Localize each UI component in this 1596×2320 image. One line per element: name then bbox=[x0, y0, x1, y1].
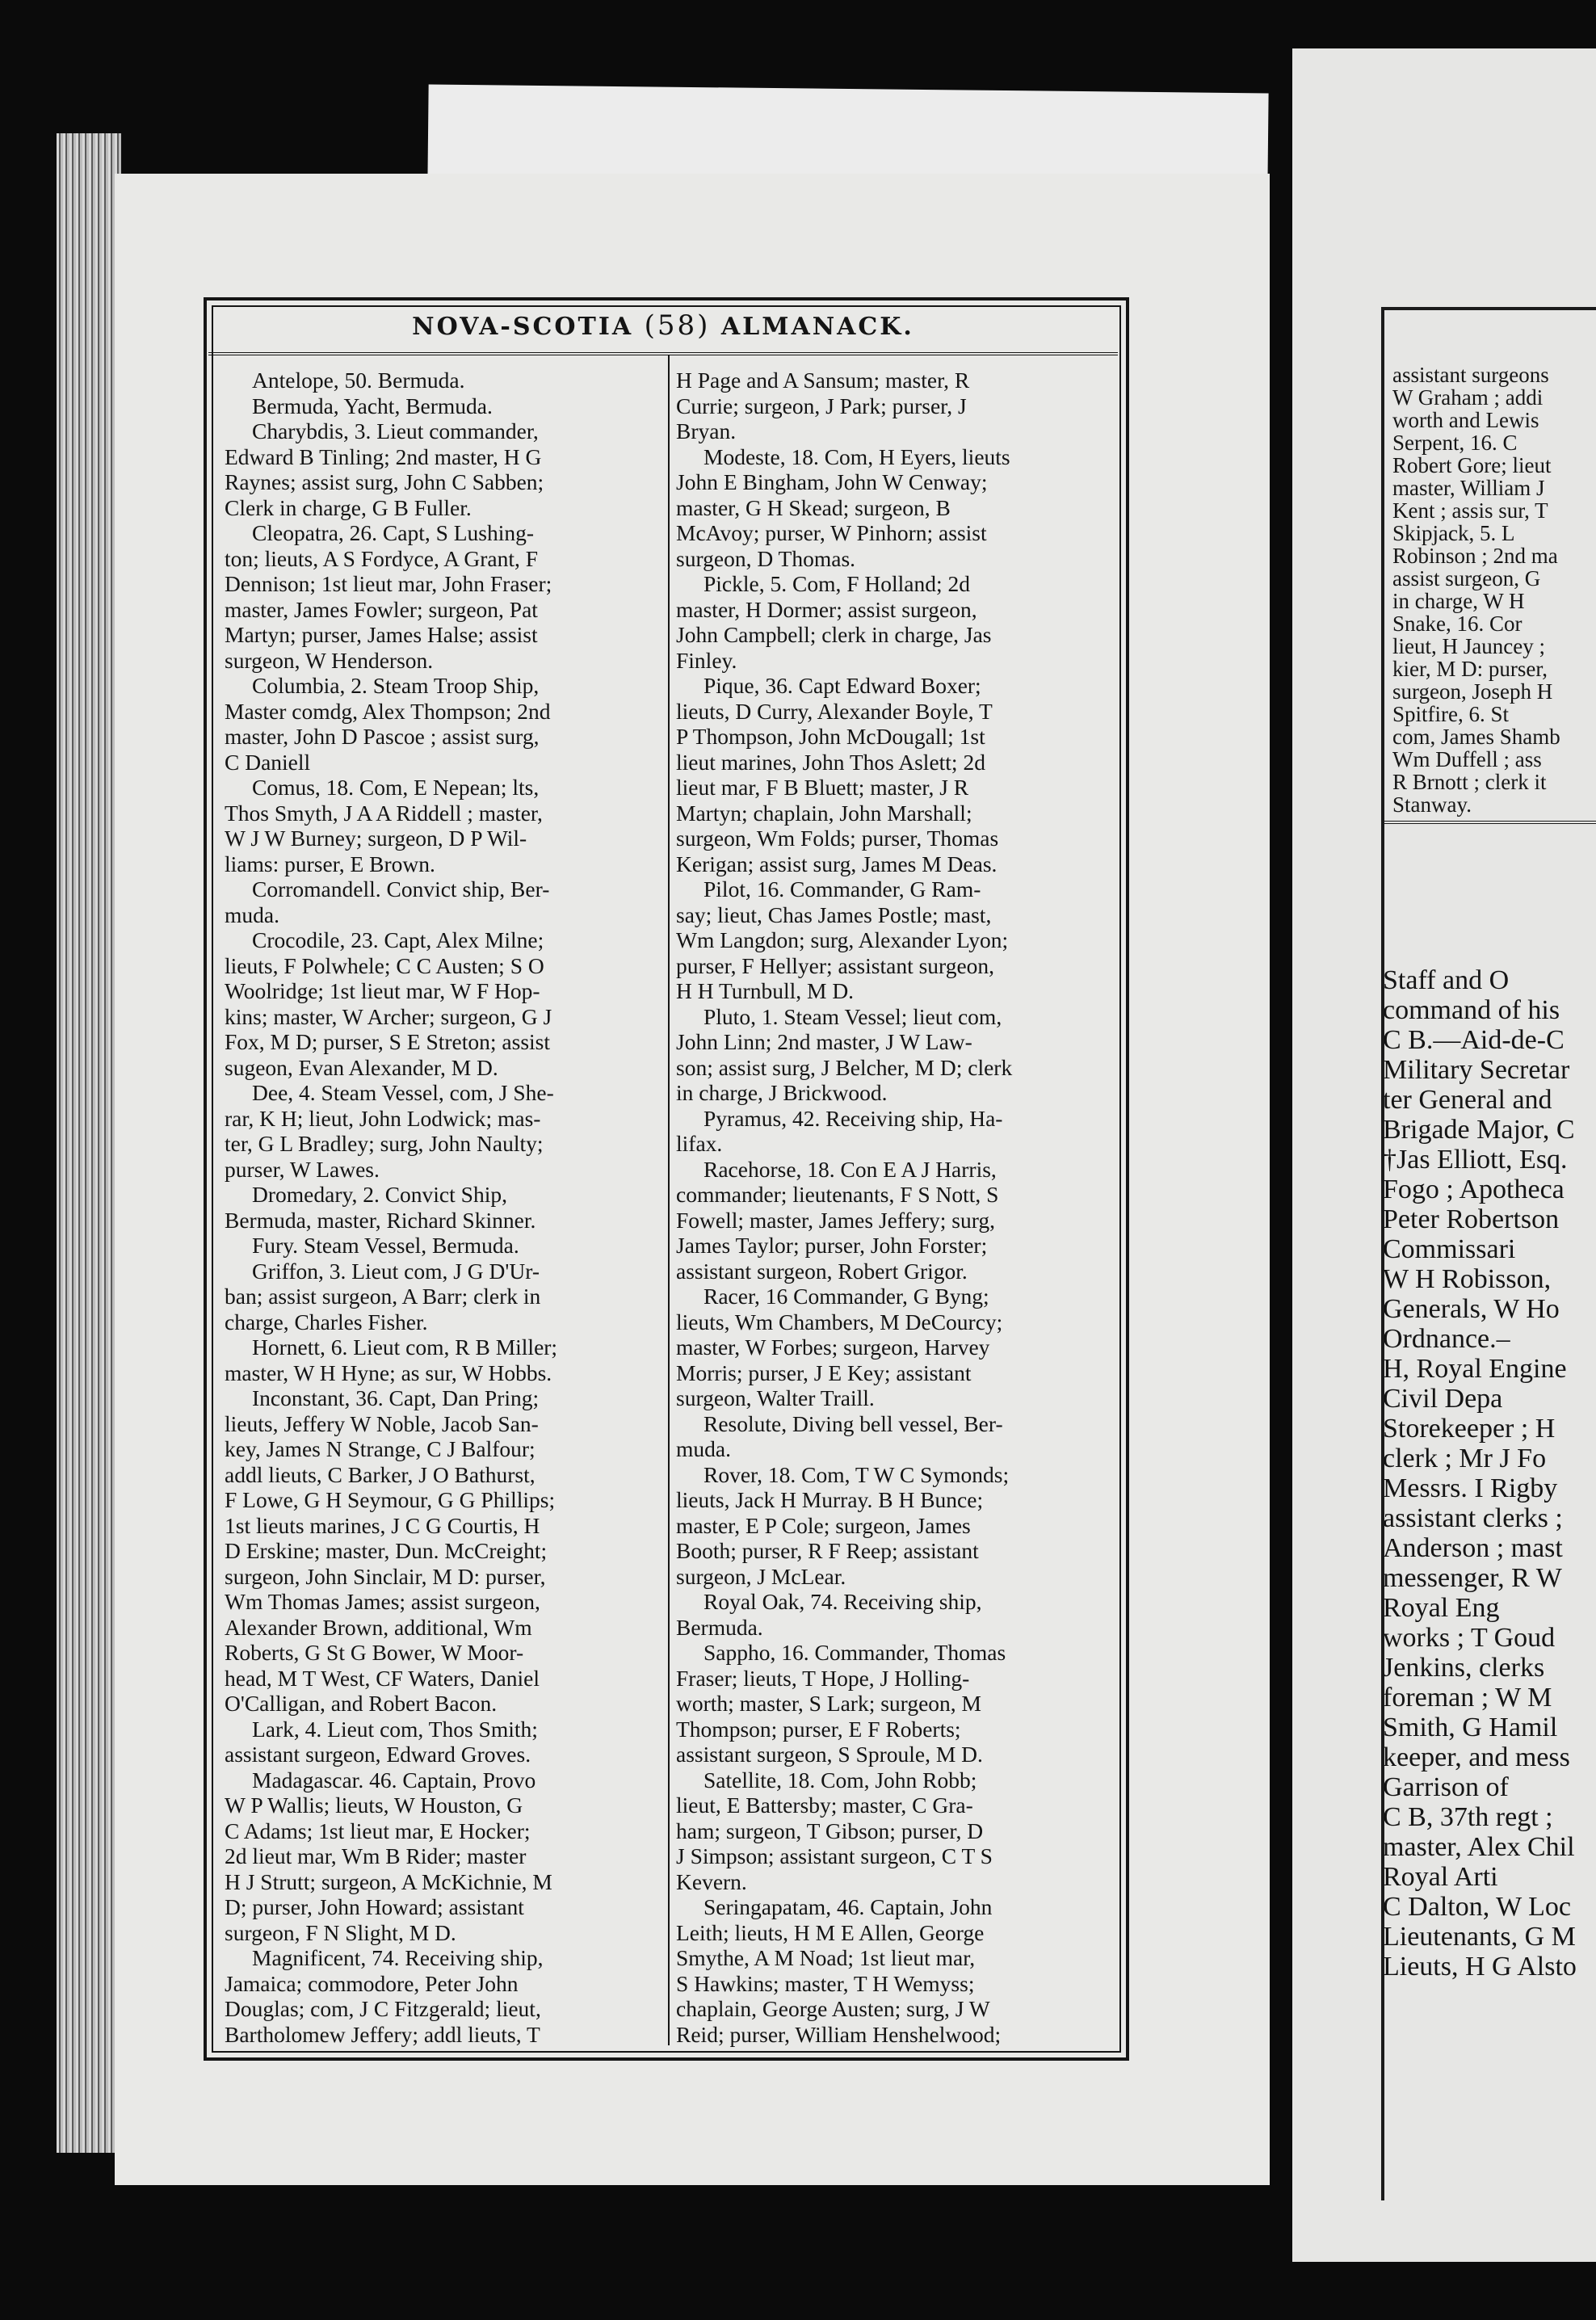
text-line: master, W H Hyne; as sur, W Hobbs. bbox=[225, 1360, 552, 1385]
left-text-column bbox=[225, 368, 661, 2047]
text-line: Dennison; 1st lieut mar, John Fraser; bbox=[225, 571, 552, 596]
text-line: Thompson; purser, E F Roberts; bbox=[676, 1716, 961, 1742]
text-line: sugeon, Evan Alexander, M D. bbox=[225, 1054, 498, 1080]
text-line: Charybdis, 3. Lieut commander, bbox=[252, 418, 539, 443]
text-line: son; assist surg, J Belcher, M D; clerk bbox=[676, 1054, 1013, 1080]
text-line: Dee, 4. Steam Vessel, com, J She- bbox=[252, 1080, 554, 1105]
text-line: John Campbell; clerk in charge, Jas bbox=[676, 622, 992, 647]
text-line: chaplain, George Austen; surg, J W bbox=[676, 1996, 990, 2021]
facing-page-line: com, James Shamb bbox=[1392, 725, 1560, 749]
text-line: Resolute, Diving bell vessel, Ber- bbox=[704, 1410, 1003, 1436]
facing-page-line: †Jas Elliott, Esq. bbox=[1383, 1145, 1568, 1175]
text-line: Seringapatam, 46. Captain, John bbox=[704, 1894, 993, 1919]
facing-page-line: H, Royal Engine bbox=[1383, 1354, 1567, 1384]
text-line: lieut mar, F B Bluett; master, J R bbox=[676, 775, 969, 800]
facing-page-line: Royal Arti bbox=[1383, 1862, 1498, 1892]
text-line: Fowell; master, James Jeffery; surg, bbox=[676, 1207, 996, 1233]
facing-page-line: Robert Gore; lieut bbox=[1392, 453, 1552, 477]
text-line: purser, W Lawes. bbox=[225, 1156, 380, 1182]
text-line: lifax. bbox=[676, 1131, 723, 1156]
text-line: surgeon, Walter Traill. bbox=[676, 1385, 875, 1410]
text-line: lieuts, Jack H Murray. B H Bunce; bbox=[676, 1487, 984, 1512]
text-line: Magnificent, 74. Receiving ship, bbox=[252, 1945, 544, 1970]
text-line: master, W Forbes; surgeon, Harvey bbox=[676, 1334, 990, 1360]
text-line: muda. bbox=[676, 1436, 731, 1461]
text-line: assistant surgeon, Edward Groves. bbox=[225, 1742, 531, 1767]
text-line: Corromandell. Convict ship, Ber- bbox=[252, 876, 550, 902]
text-line: ter, G L Bradley; surg, John Naulty; bbox=[225, 1131, 544, 1156]
text-line: Fury. Steam Vessel, Bermuda. bbox=[252, 1233, 519, 1258]
text-line: John E Bingham, John W Cenway; bbox=[676, 469, 988, 494]
text-line: Clerk in charge, G B Fuller. bbox=[225, 494, 472, 520]
facing-page-line: surgeon, Joseph H bbox=[1392, 679, 1553, 704]
text-line: W P Wallis; lieuts, W Houston, G bbox=[225, 1793, 523, 1818]
text-line: Satellite, 18. Com, John Robb; bbox=[704, 1767, 977, 1793]
text-line: John Linn; 2nd master, J W Law- bbox=[676, 1029, 972, 1054]
facing-page-line: assistant clerks ; bbox=[1383, 1503, 1563, 1533]
text-line: rar, K H; lieut, John Lodwick; mas- bbox=[225, 1105, 541, 1131]
text-line: charge, Charles Fisher. bbox=[225, 1309, 428, 1334]
text-line: purser, F Hellyer; assistant surgeon, bbox=[676, 952, 995, 978]
text-line: Madagascar. 46. Captain, Provo bbox=[252, 1767, 536, 1793]
text-line: lieuts, Jeffery W Noble, Jacob San- bbox=[225, 1410, 539, 1436]
text-line: Reid; purser, William Henshelwood; bbox=[676, 2021, 1002, 2047]
facing-page-rule bbox=[1381, 821, 1596, 863]
text-line: Pique, 36. Capt Edward Boxer; bbox=[704, 673, 981, 698]
text-line: lieuts, Wm Chambers, M DeCourcy; bbox=[676, 1309, 1003, 1334]
text-line: Pilot, 16. Commander, G Ram- bbox=[704, 876, 981, 902]
text-line: master, G H Skead; surgeon, B bbox=[676, 494, 951, 520]
facing-page-line: Wm Duffell ; ass bbox=[1392, 747, 1542, 771]
text-line: Bermuda. bbox=[676, 1614, 763, 1640]
facing-page-line: Anderson ; mast bbox=[1383, 1533, 1563, 1563]
facing-page-line: Snake, 16. Cor bbox=[1392, 612, 1522, 636]
facing-page-line: Peter Robertson bbox=[1383, 1204, 1560, 1234]
facing-page-line: Kent ; assis sur, T bbox=[1392, 498, 1548, 523]
text-line: Morris; purser, J E Key; assistant bbox=[676, 1360, 972, 1385]
facing-page-line: clerk ; Mr J Fo bbox=[1383, 1444, 1547, 1473]
facing-page-lower-column bbox=[1383, 965, 1596, 1982]
text-line: master, H Dormer; assist surgeon, bbox=[676, 596, 977, 622]
text-line: Woolridge; 1st lieut mar, W F Hop- bbox=[225, 978, 540, 1003]
text-line: in charge, J Brickwood. bbox=[676, 1080, 888, 1105]
facing-page-line: Lieuts, H G Alsto bbox=[1383, 1952, 1577, 1982]
text-line: Rover, 18. Com, T W C Symonds; bbox=[704, 1461, 1010, 1487]
facing-page-line: Garrison of bbox=[1383, 1772, 1509, 1802]
facing-page-line: in charge, W H bbox=[1392, 589, 1525, 613]
facing-page-line: master, Alex Chil bbox=[1383, 1832, 1575, 1862]
running-header bbox=[210, 305, 1116, 346]
text-line: surgeon, J McLear. bbox=[676, 1563, 846, 1589]
facing-page-line: lieut, H Jauncey ; bbox=[1392, 634, 1545, 658]
facing-page-line: kier, M D: purser, bbox=[1392, 657, 1548, 681]
text-line: Lark, 4. Lieut com, Thos Smith; bbox=[252, 1716, 538, 1742]
facing-page-line: Skipjack, 5. L bbox=[1392, 521, 1515, 545]
facing-page-line: Storekeeper ; H bbox=[1383, 1414, 1556, 1444]
text-line: Booth; purser, R F Reep; assistant bbox=[676, 1538, 979, 1563]
text-line: master, E P Cole; surgeon, James bbox=[676, 1512, 971, 1538]
text-line: H Page and A Sansum; master, R bbox=[676, 368, 970, 393]
facing-page-line: C B, 37th regt ; bbox=[1383, 1802, 1553, 1832]
text-line: Wm Thomas James; assist surgeon, bbox=[225, 1589, 540, 1614]
text-line: Finley. bbox=[676, 647, 737, 673]
text-line: lieuts, D Curry, Alexander Boyle, T bbox=[676, 698, 993, 724]
text-line: kins; master, W Archer; surgeon, G J bbox=[225, 1003, 552, 1029]
text-line: 2d lieut mar, Wm B Rider; master bbox=[225, 1843, 527, 1868]
text-line: J Simpson; assistant surgeon, C T S bbox=[676, 1843, 993, 1868]
text-line: lieut marines, John Thos Aslett; 2d bbox=[676, 749, 985, 775]
text-line: Griffon, 3. Lieut com, J G D'Ur- bbox=[252, 1258, 540, 1284]
facing-page-line: Jenkins, clerks bbox=[1383, 1653, 1545, 1683]
text-line: assistant surgeon, S Sproule, M D. bbox=[676, 1742, 983, 1767]
text-line: Wm Langdon; surg, Alexander Lyon; bbox=[676, 927, 1009, 952]
facing-page-line: Stanway. bbox=[1392, 792, 1472, 817]
text-line: D Erskine; master, Dun. McCreight; bbox=[225, 1538, 548, 1563]
text-line: Martyn; chaplain, John Marshall; bbox=[676, 800, 972, 826]
text-line: key, James N Strange, C J Balfour; bbox=[225, 1436, 536, 1461]
facing-page-line: Commissari bbox=[1383, 1234, 1516, 1264]
text-line: surgeon, Wm Folds; purser, Thomas bbox=[676, 826, 999, 851]
text-line: Bermuda, Yacht, Bermuda. bbox=[252, 393, 493, 418]
facing-page-line: Spitfire, 6. St bbox=[1392, 702, 1510, 726]
text-line: lieuts, F Polwhele; C C Austen; S O bbox=[225, 952, 544, 978]
text-line: D; purser, John Howard; assistant bbox=[225, 1894, 524, 1919]
text-line: Crocodile, 23. Capt, Alex Milne; bbox=[252, 927, 544, 952]
text-line: C Daniell bbox=[225, 749, 311, 775]
facing-page-line: master, William J bbox=[1392, 476, 1545, 500]
text-line: Royal Oak, 74. Receiving ship, bbox=[704, 1589, 982, 1614]
text-line: Bryan. bbox=[676, 418, 737, 443]
text-line: ham; surgeon, T Gibson; purser, D bbox=[676, 1818, 984, 1843]
facing-page-line: command of his bbox=[1383, 995, 1560, 1025]
text-line: Jamaica; commodore, Peter John bbox=[225, 1970, 519, 1996]
text-line: Pyramus, 42. Receiving ship, Ha- bbox=[704, 1105, 1003, 1131]
facing-page bbox=[1292, 48, 1596, 2262]
text-line: F Lowe, G H Seymour, G G Phillips; bbox=[225, 1487, 556, 1512]
text-line: Douglas; com, J C Fitzgerald; lieut, bbox=[225, 1996, 541, 2021]
text-line: Dromedary, 2. Convict Ship, bbox=[252, 1182, 507, 1207]
right-text-column bbox=[676, 368, 1112, 2047]
text-line: Comus, 18. Com, E Nepean; lts, bbox=[252, 775, 540, 800]
text-line: McAvoy; purser, W Pinhorn; assist bbox=[676, 520, 987, 545]
header-rule bbox=[208, 352, 1118, 358]
text-line: assistant surgeon, Robert Grigor. bbox=[676, 1258, 968, 1284]
facing-page-line: Messrs. I Rigby bbox=[1383, 1473, 1558, 1503]
facing-page-line: Serpent, 16. C bbox=[1392, 431, 1518, 455]
facing-page-line: keeper, and mess bbox=[1383, 1742, 1570, 1772]
text-line: surgeon, F N Slight, M D. bbox=[225, 1919, 456, 1945]
text-line: Kerigan; assist surg, James M Deas. bbox=[676, 851, 998, 876]
text-line: P Thompson, John McDougall; 1st bbox=[676, 724, 985, 749]
text-line: master, James Fowler; surgeon, Pat bbox=[225, 596, 538, 622]
text-line: James Taylor; purser, John Forster; bbox=[676, 1233, 988, 1258]
facing-page-line: Lieutenants, G M bbox=[1383, 1922, 1576, 1952]
text-line: Pickle, 5. Com, F Holland; 2d bbox=[704, 571, 970, 596]
facing-page-line: messenger, R W bbox=[1383, 1563, 1562, 1593]
text-line: Bartholomew Jeffery; addl lieuts, T bbox=[225, 2021, 540, 2047]
text-line: Edward B Tinling; 2nd master, H G bbox=[225, 443, 542, 469]
text-line: surgeon, W Henderson. bbox=[225, 647, 434, 673]
facing-page-line: works ; T Goud bbox=[1383, 1623, 1556, 1653]
text-line: master, John D Pascoe ; assist surg, bbox=[225, 724, 540, 749]
facing-page-line: Generals, W Ho bbox=[1383, 1294, 1560, 1324]
text-line: Fraser; lieuts, T Hope, J Holling- bbox=[676, 1665, 970, 1691]
facing-page-line: Military Secretar bbox=[1383, 1055, 1570, 1085]
facing-page-line: W Graham ; addi bbox=[1392, 385, 1544, 410]
facing-page-line: assistant surgeons bbox=[1392, 363, 1549, 387]
text-line: W J W Burney; surgeon, D P Wil- bbox=[225, 826, 527, 851]
text-line: Hornett, 6. Lieut com, R B Miller; bbox=[252, 1334, 558, 1360]
text-line: surgeon, John Sinclair, M D: purser, bbox=[225, 1563, 546, 1589]
text-line: Racer, 16 Commander, G Byng; bbox=[704, 1284, 989, 1309]
text-line: surgeon, D Thomas. bbox=[676, 545, 856, 571]
text-line: Currie; surgeon, J Park; purser, J bbox=[676, 393, 967, 418]
facing-page-line: assist surgeon, G bbox=[1392, 566, 1541, 591]
facing-page-line: Royal Eng bbox=[1383, 1593, 1500, 1623]
facing-page-line: ter General and bbox=[1383, 1085, 1552, 1115]
text-line: Racehorse, 18. Con E A J Harris, bbox=[704, 1156, 997, 1182]
text-line: Fox, M D; purser, S E Streton; assist bbox=[225, 1029, 551, 1054]
text-line: Leith; lieuts, H M E Allen, George bbox=[676, 1919, 985, 1945]
facing-page-line: foreman ; W M bbox=[1383, 1683, 1552, 1713]
text-line: C Adams; 1st lieut mar, E Hocker; bbox=[225, 1818, 531, 1843]
facing-page-line: R Brnott ; clerk it bbox=[1392, 770, 1547, 794]
text-line: Modeste, 18. Com, H Eyers, lieuts bbox=[704, 443, 1010, 469]
book-page-edges bbox=[57, 133, 121, 2153]
facing-page-line: Ordnance.– bbox=[1383, 1324, 1510, 1354]
header-title-right: ALMANACK. bbox=[720, 313, 914, 341]
text-line: Kevern. bbox=[676, 1868, 747, 1894]
facing-page-upper-column bbox=[1392, 364, 1596, 863]
facing-page-line: Fogo ; Apotheca bbox=[1383, 1175, 1564, 1204]
text-line: say; lieut, Chas James Postle; mast, bbox=[676, 902, 992, 927]
facing-page-line: worth and Lewis bbox=[1392, 408, 1539, 432]
text-line: Antelope, 50. Bermuda. bbox=[252, 368, 465, 393]
header-title-left: NOVA-SCOTIA bbox=[412, 313, 634, 341]
text-line: Roberts, G St G Bower, W Moor- bbox=[225, 1640, 524, 1665]
text-line: Martyn; purser, James Halse; assist bbox=[225, 622, 538, 647]
text-line: H J Strutt; surgeon, A McKichnie, M bbox=[225, 1868, 552, 1894]
text-line: H H Turnbull, M D. bbox=[676, 978, 855, 1003]
facing-page-line: C Dalton, W Loc bbox=[1383, 1892, 1571, 1922]
facing-page-line: W H Robisson, bbox=[1383, 1264, 1552, 1294]
facing-page-line: Smith, G Hamil bbox=[1383, 1713, 1558, 1742]
text-line: O'Calligan, and Robert Bacon. bbox=[225, 1691, 498, 1716]
column-divider bbox=[668, 355, 670, 2045]
text-line: Cleopatra, 26. Capt, S Lushing- bbox=[252, 520, 535, 545]
text-line: lieut, E Battersby; master, C Gra- bbox=[676, 1793, 973, 1818]
text-line: liams: purser, E Brown. bbox=[225, 851, 435, 876]
facing-page-line: Staff and O bbox=[1383, 965, 1510, 995]
facing-page-line: Civil Depa bbox=[1383, 1384, 1503, 1414]
text-line: commander; lieutenants, F S Nott, S bbox=[676, 1182, 999, 1207]
text-line: Thos Smyth, J A A Riddell ; master, bbox=[225, 800, 543, 826]
page-number: (58) bbox=[644, 309, 711, 342]
text-line: addl lieuts, C Barker, J O Bathurst, bbox=[225, 1461, 536, 1487]
facing-page-line: C B.—Aid-de-C bbox=[1383, 1025, 1564, 1055]
text-line: Alexander Brown, additional, Wm bbox=[225, 1614, 532, 1640]
text-line: muda. bbox=[225, 902, 279, 927]
text-line: Sappho, 16. Commander, Thomas bbox=[704, 1640, 1006, 1665]
text-line: Inconstant, 36. Capt, Dan Pring; bbox=[252, 1385, 540, 1410]
text-line: ban; assist surgeon, A Barr; clerk in bbox=[225, 1284, 541, 1309]
text-line: Columbia, 2. Steam Troop Ship, bbox=[252, 673, 540, 698]
text-line: Raynes; assist surg, John C Sabben; bbox=[225, 469, 544, 494]
text-line: Smythe, A M Noad; 1st lieut mar, bbox=[676, 1945, 976, 1970]
text-line: 1st lieuts marines, J C G Courtis, H bbox=[225, 1512, 540, 1538]
text-line: Master comdg, Alex Thompson; 2nd bbox=[225, 698, 551, 724]
text-line: Pluto, 1. Steam Vessel; lieut com, bbox=[704, 1003, 1002, 1029]
text-line: head, M T West, CF Waters, Daniel bbox=[225, 1665, 540, 1691]
facing-page-line: Robinson ; 2nd ma bbox=[1392, 544, 1558, 568]
text-line: Bermuda, master, Richard Skinner. bbox=[225, 1207, 536, 1233]
text-line: ton; lieuts, A S Fordyce, A Grant, F bbox=[225, 545, 539, 571]
facing-page-line: Brigade Major, C bbox=[1383, 1115, 1575, 1145]
text-line: S Hawkins; master, T H Wemyss; bbox=[676, 1970, 975, 1996]
text-line: worth; master, S Lark; surgeon, M bbox=[676, 1691, 981, 1716]
